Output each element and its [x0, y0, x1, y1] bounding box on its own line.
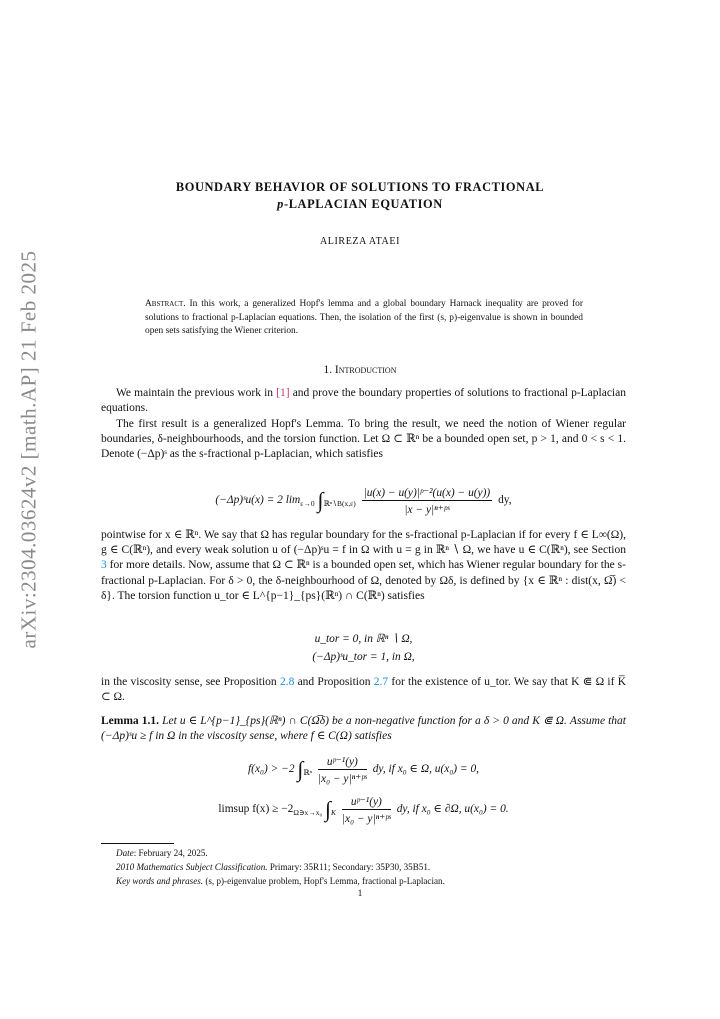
lemma-label: Lemma 1.1. — [101, 715, 159, 727]
footnote-date: Date: February 24, 2025. — [116, 848, 208, 858]
equation-fractional-laplacian: (−Δp)ˢu(x) = 2 $\lim_{\varepsilon\to 0} \int_{ℝ^n∖B(x,\varepsilon)}$ $\frac{\text{|u(x) − u(y)|ᵖ⁻²(u(x) − u(y))}}{\text{|x − y|ⁿ⁺ᵖˢ}}$ dy, — [215, 487, 512, 516]
section-heading: 1. Introduction — [323, 364, 397, 376]
abstract-text: In this work, a generalized Hopf's lemma and a global boundary Harnack inequality are proved for solutions to fractional p-Laplacian equations. Then, the isolation of the first (s, p)-eigenvalue is shown in bounded open sets satisfying the Wiener criterion. — [145, 299, 583, 336]
arxiv-identifier: arXiv:2304.03624v2 [math.AP] 21 Feb 2025 — [16, 250, 41, 649]
title-line-1: BOUNDARY BEHAVIOR OF SOLUTIONS TO FRACTIONAL — [175, 180, 545, 194]
footnote-msc: 2010 Mathematics Subject Classification. Primary: 35R11; Secondary: 35P30, 35B51. — [116, 862, 431, 872]
author-name: ALIREZA ATAEI — [319, 236, 401, 247]
equation-torsion-1: u_tor = 0, in ℝⁿ ∖ Ω, — [314, 633, 413, 645]
abstract — [145, 298, 583, 339]
footnote-rule — [101, 843, 174, 844]
paragraph-1: We maintain the previous work in [1] and prove the boundary properties of solutions to fractional p-Laplacian equations. — [101, 387, 626, 415]
equation-hopf-interior: f(x₀) > −2 $\int_{ℝ^n}$ $\frac{\text{uᵖ⁻¹(y)}}{\text{|x₀ − y|ⁿ⁺ᵖˢ}}$ dy, if x₀ ∈ Ω, u(x₀) = 0, — [248, 756, 479, 785]
lemma-statement — [101, 714, 626, 744]
paper-title — [0, 179, 720, 213]
paragraph-2: The first result is a generalized Hopf's Lemma. To bring the result, we need the notion of Wiener regular boundaries, δ-neighbourhoods, and the torsion function. Let Ω ⊂ ℝⁿ be a bounded open set, p > 1, and 0 < s < 1. Denote (−Δp)ˢ as the s-fractional p-Laplacian, which satisfies — [101, 418, 626, 461]
proposition-ref-link-2[interactable]: 2.7 — [373, 676, 389, 688]
lemma-text: Let u ∈ L^{p−1}_{ps}(ℝⁿ) ∩ C(Ω̅δ) be a non-negative function for a δ > 0 and K ⋐ Ω. Assume that (−Δp)ˢu ≥ f in Ω in the viscosity sense, where f ∈ C(Ω) satisfies — [101, 715, 627, 743]
paragraph-3: pointwise for x ∈ ℝⁿ. We say that Ω has regular boundary for the s-fractional p-Laplacian if for every f ∈ L∞(Ω), g ∈ C(ℝⁿ), and every weak solution u of (−Δp)ˢu = f in Ω with u = g in ℝⁿ ∖ Ω, we have u ∈ C(ℝⁿ), see Section 3 for more details. Now, assume that Ω ⊂ ℝⁿ is a bounded open set, which has Wiener regular boundary for the s-fractional p-Laplacian. For δ > 0, the δ-neighbourhood of Ω, denoted by Ωδ, is defined by {x ∈ ℝⁿ : dist(x, Ω̅) < δ}. The torsion function u_tor ∈ L^{p−1}_{ps}(ℝⁿ) ∩ C(ℝⁿ) satisfies — [101, 529, 626, 602]
paragraph-4: in the viscosity sense, see Proposition 2.8 and Proposition 2.7 for the existence of u_tor. We say that K ⋐ Ω if K̅ ⊂ Ω. — [101, 676, 627, 704]
page-number: 1 — [357, 889, 363, 899]
footnote-keywords: Key words and phrases. (s, p)-eigenvalue problem, Hopf's Lemma, fractional p-Laplacian. — [116, 876, 445, 886]
title-line-2: p-LAPLACIAN EQUATION — [277, 197, 443, 211]
equation-hopf-boundary: limsup $f(x) \ge -2_{\Omega∋x\to x_0}$ $\int_K$ $\frac{\text{uᵖ⁻¹(y)}}{\text{|x₀ − y|ⁿ⁺ᵖˢ}}$ dy, if x₀ ∈ ∂Ω, u(x₀) = 0. — [218, 796, 509, 825]
citation-link[interactable]: [1] — [276, 387, 290, 399]
abstract-label: Abstract. — [145, 299, 186, 309]
section-ref-link[interactable]: 3 — [101, 559, 107, 572]
equation-torsion-2: (−Δp)ˢu_tor = 1, in Ω, — [312, 651, 415, 663]
proposition-ref-link-1[interactable]: 2.8 — [279, 676, 295, 688]
